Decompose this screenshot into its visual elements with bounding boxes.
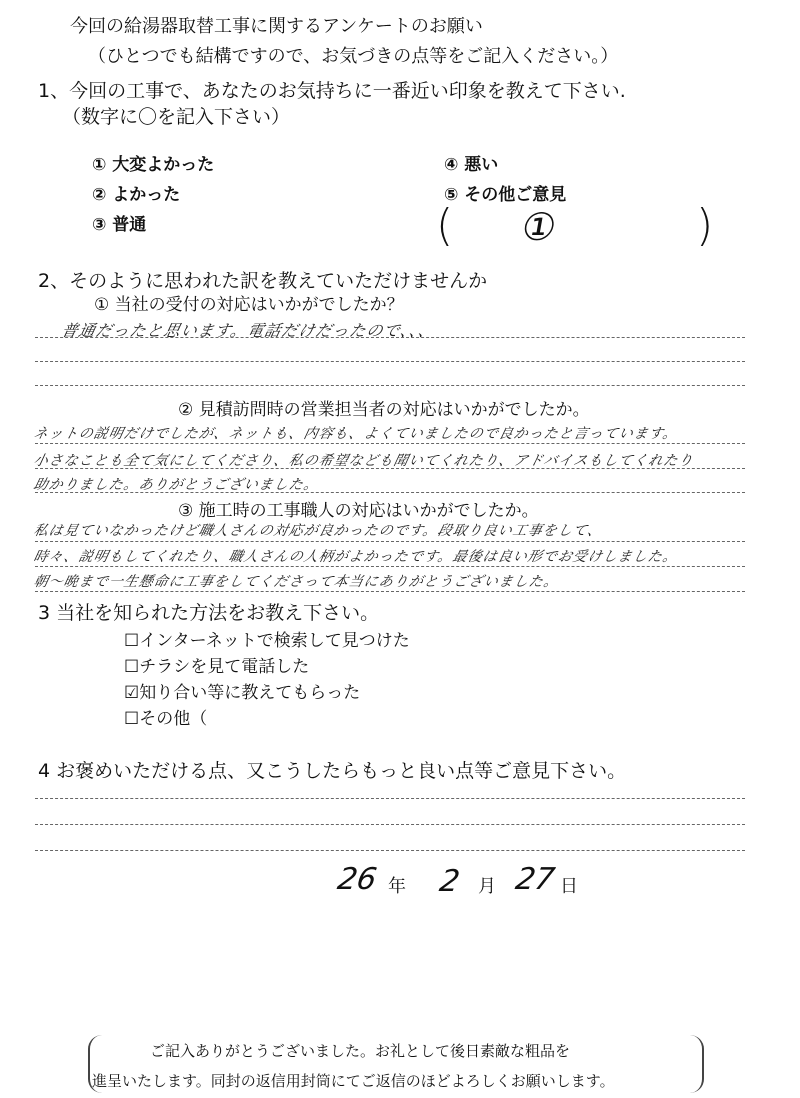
q1-handwritten-answer[interactable]: ① bbox=[518, 205, 560, 249]
date-day-label: 日 bbox=[560, 876, 578, 897]
q3-option-other[interactable] bbox=[124, 704, 207, 729]
q3-option-label: 知り合い等に教えてもらった bbox=[139, 683, 361, 703]
answer-line bbox=[35, 443, 745, 444]
q2-answer2-line3[interactable]: 助かりました。ありがとうございました。 bbox=[32, 477, 321, 493]
q3-option-acquaintance[interactable] bbox=[124, 678, 360, 703]
q3-option-label: その他（ bbox=[139, 709, 208, 729]
q2-sub3: ③ 施工時の工事職人の対応はいかがでしたか。 bbox=[178, 501, 539, 521]
q2-answer2-line2[interactable]: 小さなことも全て気にしてくださり、私の希望なども聞いてくれたり、アドバイスもしてくれたり bbox=[32, 453, 696, 469]
footer-line2: 進呈いたします。同封の返信用封筒にてご返信のほどよろしくお願いします。 bbox=[92, 1072, 615, 1090]
q1-option-2[interactable]: ② よかった bbox=[92, 185, 181, 205]
answer-line bbox=[35, 824, 745, 825]
q2-answer3-line3[interactable]: 朝～晩まで一生懸命に工事をしてくださって本当にありがとうございました。 bbox=[32, 574, 561, 590]
q3-option-label: インターネットで検索して見つけた bbox=[139, 631, 410, 651]
answer-line bbox=[35, 541, 745, 542]
q1-option-4[interactable]: ④ 悪い bbox=[444, 155, 499, 175]
checkbox-icon[interactable]: ☐ bbox=[124, 657, 140, 677]
date-day-value[interactable]: 27 bbox=[512, 862, 558, 897]
answer-line bbox=[35, 468, 745, 469]
q3-option-label: チラシを見て電話した bbox=[139, 657, 310, 677]
checked-checkbox-icon[interactable]: ☑ bbox=[124, 683, 140, 703]
q1-question: 1、今回の工事で、あなたのお気持ちに一番近い印象を教えて下さい. bbox=[38, 80, 626, 102]
answer-line bbox=[35, 591, 745, 592]
date-year-label: 年 bbox=[388, 876, 406, 897]
q2-sub2: ② 見積訪問時の営業担当者の対応はいかがでしたか。 bbox=[178, 400, 590, 420]
q2-answer2-line1[interactable]: ネットの説明だけでしたが、ネットも、内容も、よくていましたので良かったと言っています。 bbox=[32, 426, 680, 442]
checkbox-icon[interactable]: ☐ bbox=[124, 631, 140, 651]
checkbox-icon[interactable]: ☐ bbox=[124, 709, 140, 729]
q1-option-5[interactable]: ⑤ その他ご意見 bbox=[444, 185, 567, 205]
q3-option-flyer[interactable] bbox=[124, 652, 309, 677]
q2-sub1: ① 当社の受付の対応はいかがでしたか？ bbox=[94, 295, 404, 315]
q2-question: 2、そのように思われた訳を教えていただけませんか bbox=[38, 270, 488, 292]
q1-open-paren: ( bbox=[436, 200, 454, 251]
survey-subtitle: （ひとつでも結構ですので、お気づきの点等をご記入ください。） bbox=[88, 46, 619, 67]
survey-title: 今回の給湯器取替工事に関するアンケートのお願い bbox=[70, 16, 483, 37]
q3-option-internet[interactable] bbox=[124, 626, 410, 651]
q2-answer1[interactable]: 普通だったと思います。電話だけだったので、、、 bbox=[59, 321, 438, 340]
q1-option-3[interactable]: ③ 普通 bbox=[92, 215, 147, 235]
answer-line bbox=[35, 385, 745, 386]
date-month-label: 月 bbox=[478, 876, 496, 897]
answer-line bbox=[35, 850, 745, 851]
q4-question: 4 お褒めいただける点、又こうしたらもっと良い点等ご意見下さい。 bbox=[38, 760, 627, 782]
q1-option-1[interactable]: ① 大変よかった bbox=[92, 155, 215, 175]
q1-close-paren: ) bbox=[696, 200, 714, 251]
footer-line1: ご記入ありがとうございました。お礼として後日素敵な粗品を bbox=[150, 1042, 571, 1060]
q2-answer3-line2[interactable]: 時々、説明もしてくれたり、職人さんの人柄がよかったです。最後は良い形でお受けしました。 bbox=[32, 549, 680, 565]
date-month-value[interactable]: 2 bbox=[436, 864, 463, 899]
date-year-value[interactable]: 26 bbox=[334, 862, 380, 897]
answer-line bbox=[35, 337, 745, 338]
answer-line bbox=[35, 798, 745, 799]
answer-line bbox=[35, 361, 745, 362]
q3-question: 3 当社を知られた方法をお教え下さい。 bbox=[38, 602, 380, 624]
q2-answer3-line1[interactable]: 私は見ていなかったけど職人さんの対応が良かったのです。段取り良い工事をして、 bbox=[32, 523, 605, 539]
answer-line bbox=[35, 492, 745, 493]
answer-line bbox=[35, 566, 745, 567]
q1-instruction: （数字に〇を記入下さい） bbox=[62, 106, 291, 128]
